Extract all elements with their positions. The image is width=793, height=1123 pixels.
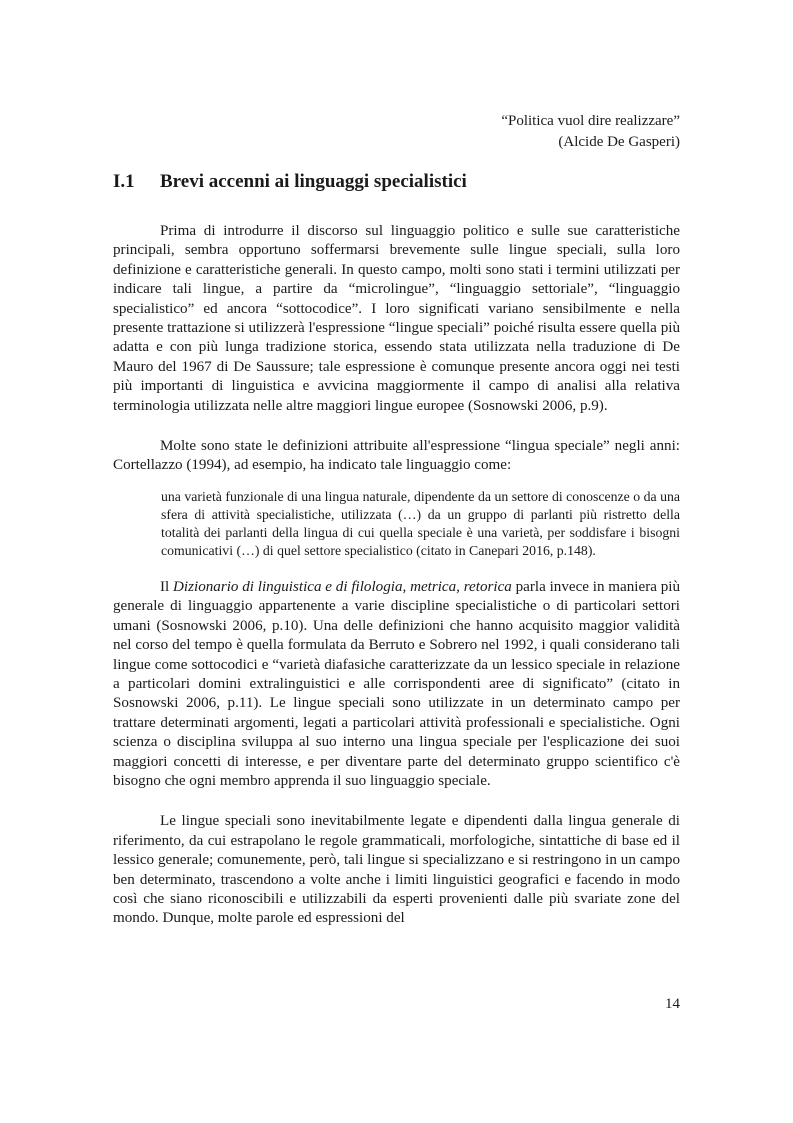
block-quote: una varietà funzionale di una lingua naturale, dipendente da un settore di conoscenze o da una sfera di attività specialistiche, utilizzata (…) da un gruppo di parlanti più ristretto della totalità dei parlanti della lingua di cui quella speciale è una varietà, per soddisfare i bisogni comunicativi (…) di quel settore specialistico (citato in Canepari 2016, p.148). (161, 488, 680, 558)
paragraph-3 (113, 578, 680, 791)
paragraph-3-start: Il (160, 578, 174, 595)
body-text (113, 222, 680, 929)
epigraph-author: (Alcide De Gasperi) (558, 134, 680, 150)
section-title: Brevi accenni ai linguaggi specialistici (160, 171, 467, 192)
paragraph-1: Prima di introdurre il discorso sul linguaggio politico e sulle sue caratteristiche principali, sembra opportuno soffermarsi brevemente sulle lingue speciali, sulla loro definizione e caratteristiche generali. In questo campo, molti sono stati i termini utilizzati per indicare tali lingue, a partire da “microlingue”, “linguaggio settoriale”, “linguaggio specialistico” ed ancora “sottocodice”. I loro significati variano sensibilmente e nella presente trattazione si utilizzerà l'espressione “lingue speciali” poiché risulta essere quella più adatta e con più lunga tradizione storica, essendo stata utilizzata nella traduzione di De Mauro del 1967 di De Saussure; tale espressione è comunque presente ancora oggi nei testi più importanti di linguistica e avvicina maggiormente il campo di analisi alla relativa terminologia utilizzata nelle altre maggiori lingue europee (Sosnowski 2006, p.9). (113, 223, 680, 414)
dictionary-title: Dizionario di linguistica e di filologia, metrica, retorica (173, 578, 512, 595)
section-number: I.1 (113, 171, 135, 192)
paragraph-3-rest: parla invece in maniera più generale di linguaggio appartenente a varie discipline specialistiche o di particolari settori umani (Sosnowski 2006, p.10). Una delle definizioni che hanno acquisito maggior validità nel corso del tempo è quella formulata da Berruto e Sobrero nel 1992, i quali considerano tali lingue come sottocodici e “varietà diafasiche caratterizzate da un lessico speciale in relazione a particolari domini extralinguistici e alle corrispondenti aree di significato” (citato in Sosnowski 2006, p.11). Le lingue speciali sono utilizzate in un determinato campo per trattare determinati argomenti, legati a particolari attività professionali e specialistiche. Ogni scienza o disciplina sviluppa al suo interno una lingua speciale per l'esplicazione dei suoi maggiori concetti di interesse, e per diventare parte del determinato gruppo scientifico c'è bisogno che ogni membro apprenda il suo linguaggio speciale. (113, 578, 680, 789)
epigraph (320, 111, 680, 153)
paragraph-2: Molte sono state le definizioni attribuite all'espressione “lingua speciale” negli anni: Cortellazzo (1994), ad esempio, ha indicato tale linguaggio come: (113, 438, 680, 474)
page-number: 14 (665, 996, 680, 1012)
paragraph-4: Le lingue speciali sono inevitabilmente legate e dipendenti dalla lingua generale di riferimento, da cui estrapolano le regole grammaticali, morfologiche, sintattiche di base ed il lessico generale; comunemente, però, tali lingue si specializzano e si restringono in un campo ben determinato, trascendono a volte anche i limiti linguistici geografici e facendo in modo così che siano riconoscibili e utilizzabili da esperti provenienti dalle più svariate zone del mondo. Dunque, molte parole ed espressioni del (113, 813, 680, 927)
epigraph-quote: “Politica vuol dire realizzare” (501, 113, 680, 129)
section-heading (113, 169, 680, 195)
